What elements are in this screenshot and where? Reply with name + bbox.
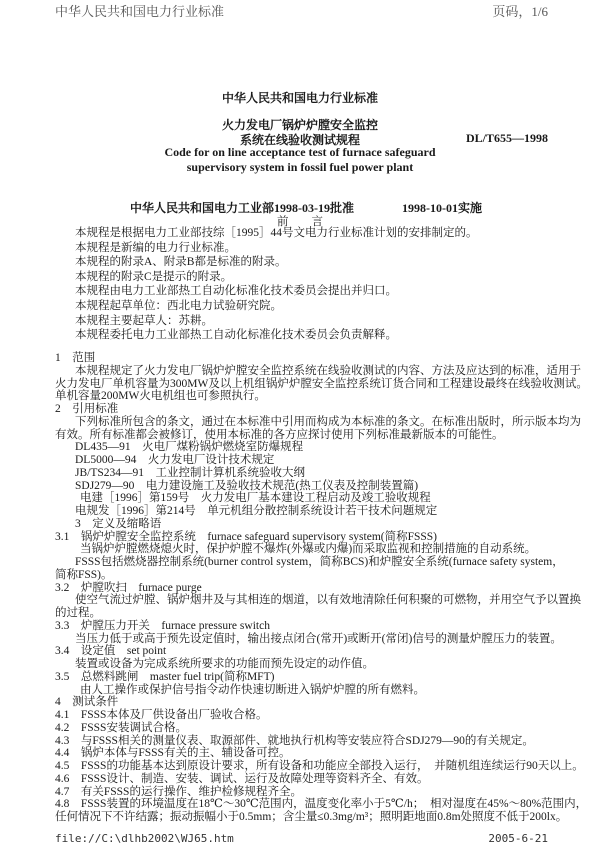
body-text-line: 2 引用标准: [55, 403, 119, 415]
body-text-line: 本规程规定了火力发电厂锅炉炉膛安全监控系统在线验收测试的内容、方法及应达到的标准，适用于: [75, 364, 581, 377]
preface-line: 本规程由电力工业部热工自动化标准化技术委员会提出并归口。: [75, 285, 397, 298]
title-en-line2: supervisory system in fossil fuel power plant: [186, 160, 414, 174]
body-text-line: 4 测试条件: [55, 696, 119, 709]
body-text-line: 4.3 与FSSS相关的测量仪表、取源部件、就地执行机构等安装应符合SDJ279—90的有关规定。: [55, 734, 534, 747]
body-text-line: FSSS包括燃烧器控制系统(burner control system，简称BCS)和炉膛安全系统(furnace safety system，: [75, 556, 564, 568]
header-page-number: 页码，1/6: [492, 4, 548, 19]
body-text-line: 任何情况下不许结露；振动振幅小于0.5mm；含尘量≤0.3mg/m³；照明距地面0.8m处照度不低于200lx。: [55, 811, 568, 823]
footer-date: 2005-6-21: [488, 832, 548, 845]
standard-category: 中华人民共和国电力行业标准: [221, 91, 378, 105]
body-text-line: 4.2 FSSS安装调试合格。: [55, 721, 187, 734]
body-text-line: 装置或设备为完成系统所要求的功能而预先设定的动作值。: [75, 658, 374, 670]
body-text-line: 当压力低于或高于预先设定值时，输出接点闭合(常开)或断开(常闭)信号的测量炉膛压力的装置。: [75, 632, 562, 645]
body-text-line: 4.1 FSSS本体及厂供设备出厂验收合格。: [55, 709, 268, 721]
approval-date: 中华人民共和国电力工业部1998-03-19批准: [130, 201, 354, 215]
body-text-line: DL5000—94 火力发电厂设计技术规定: [75, 454, 275, 466]
header-document-category: 中华人民共和国电力行业标准: [55, 4, 225, 19]
body-text-line: 1 范围: [55, 352, 96, 364]
body-text-line: 4.8 FSSS装置的环境温度在18℃～30℃范围内，温度变化率小于5℃/h； 相对湿度在45%～80%范围内，: [55, 798, 588, 811]
preface-line: 本规程是新编的电力行业标准。: [75, 241, 236, 254]
title-en-line1: Code for on line acceptance test of furnace safeguard: [164, 145, 436, 159]
body-text-line: 4.4 锅炉本体与FSSS有关的主、辅设备可控。: [55, 747, 291, 760]
body-text-line: 电规发［1996］第214号 单元机组分散控制系统设计若干技术问题规定: [75, 505, 438, 517]
body-text-line: SDJ279—90 电力建设施工及验收技术规范(热工仪表及控制装置篇): [75, 479, 419, 492]
body-text-line: 电建［1996］第159号 火力发电厂基本建设工程启动及竣工验收规程: [80, 492, 431, 505]
body-text-line: 3 定义及缩略语: [75, 517, 162, 530]
preface-line: 本规程起草单位：西北电力试验研究院。: [75, 300, 282, 312]
body-text-line: JB/TS234—91 工业控制计算机系统验收大纲: [75, 466, 306, 479]
title-cn-line1: 火力发电厂锅炉炉膛安全监控: [221, 118, 378, 132]
body-text-line: 单机容量200MW火电机组也可参照执行。: [55, 390, 266, 403]
body-text-line: 简称FSS)。: [55, 568, 113, 581]
standard-code: DL/T655—1998: [465, 131, 548, 145]
body-text-line: 3.3 炉膛压力开关 furnace pressure switch: [55, 619, 270, 632]
preface-heading: 前 言: [277, 216, 323, 228]
body-text-line: 有效。所有标准都会被修订，使用本标准的各方应探讨使用下列标准最新版本的可能性。: [55, 428, 504, 441]
body-text-line: 使空气流过炉膛、锅炉烟井及与其相连的烟道，以有效地清除任何积聚的可燃物，并用空气予以置换: [75, 594, 581, 607]
body-text-line: 3.4 设定值 set point: [55, 645, 167, 658]
body-text-line: 当锅炉炉膛燃烧熄火时，保护炉膛不爆炸(外爆或内爆)而采取监视和控制措施的自动系统。: [80, 543, 537, 556]
body-text-line: 3.2 炉膛吹扫 furnace purge: [55, 581, 202, 594]
preface-line: 本规程的附录C是提示的附录。: [75, 270, 233, 283]
title-cn-line2: 系统在线验收测试规程: [239, 133, 360, 147]
body-text-line: 由人工操作或保护信号指令动作快速切断进入锅炉炉膛的所有燃料。: [80, 683, 425, 696]
footer-file-path: file://C:\dlhb2002\WJ65.htm: [55, 832, 234, 845]
preface-line: 本规程委托电力工业部热工自动化标准化技术委员会负责解释。: [75, 329, 397, 342]
body-text-line: 4.7 有关FSSS的运行操作、维护检修规程齐全。: [55, 785, 302, 798]
preface-line: 本规程主要起草人：苏耕。: [75, 314, 213, 327]
body-text-line: 4.6 FSSS设计、制造、安装、调试、运行及故障处理等资料齐全、有效。: [55, 772, 429, 785]
body-text-line: 4.5 FSSS的功能基本达到原设计要求，所有设备和功能应全部投入运行， 并随机组连续运行90天以上。: [55, 760, 584, 772]
preface-line: 本规程的附录A、附录B都是标准的附录。: [75, 256, 287, 269]
body-text-line: 3.5 总燃料跳闸 master fuel trip(简称MFT): [55, 670, 275, 683]
body-text-line: 下列标准所包含的条文，通过在本标准中引用而构成为本标准的条文。在标准出版时，所示版本均为: [75, 415, 581, 428]
body-text-line: 3.1 锅炉炉膛安全监控系统 furnace safeguard supervisory system(简称FSSS): [55, 530, 438, 543]
body-text-line: DL435—91 火电厂煤粉锅炉燃烧室防爆规程: [75, 441, 304, 454]
preface-line: 本规程是根据电力工业部技综［1995］44号文电力行业标准计划的安排制定的。: [75, 227, 478, 239]
body-text-line: 的过程。: [55, 607, 101, 619]
effective-date: 1998-10-01实施: [402, 201, 482, 215]
body-text-line: 火力发电厂单机容量为300MW及以上机组锅炉炉膛安全监控系统订货合同和工程建设最终在线验收测试。: [55, 377, 588, 390]
